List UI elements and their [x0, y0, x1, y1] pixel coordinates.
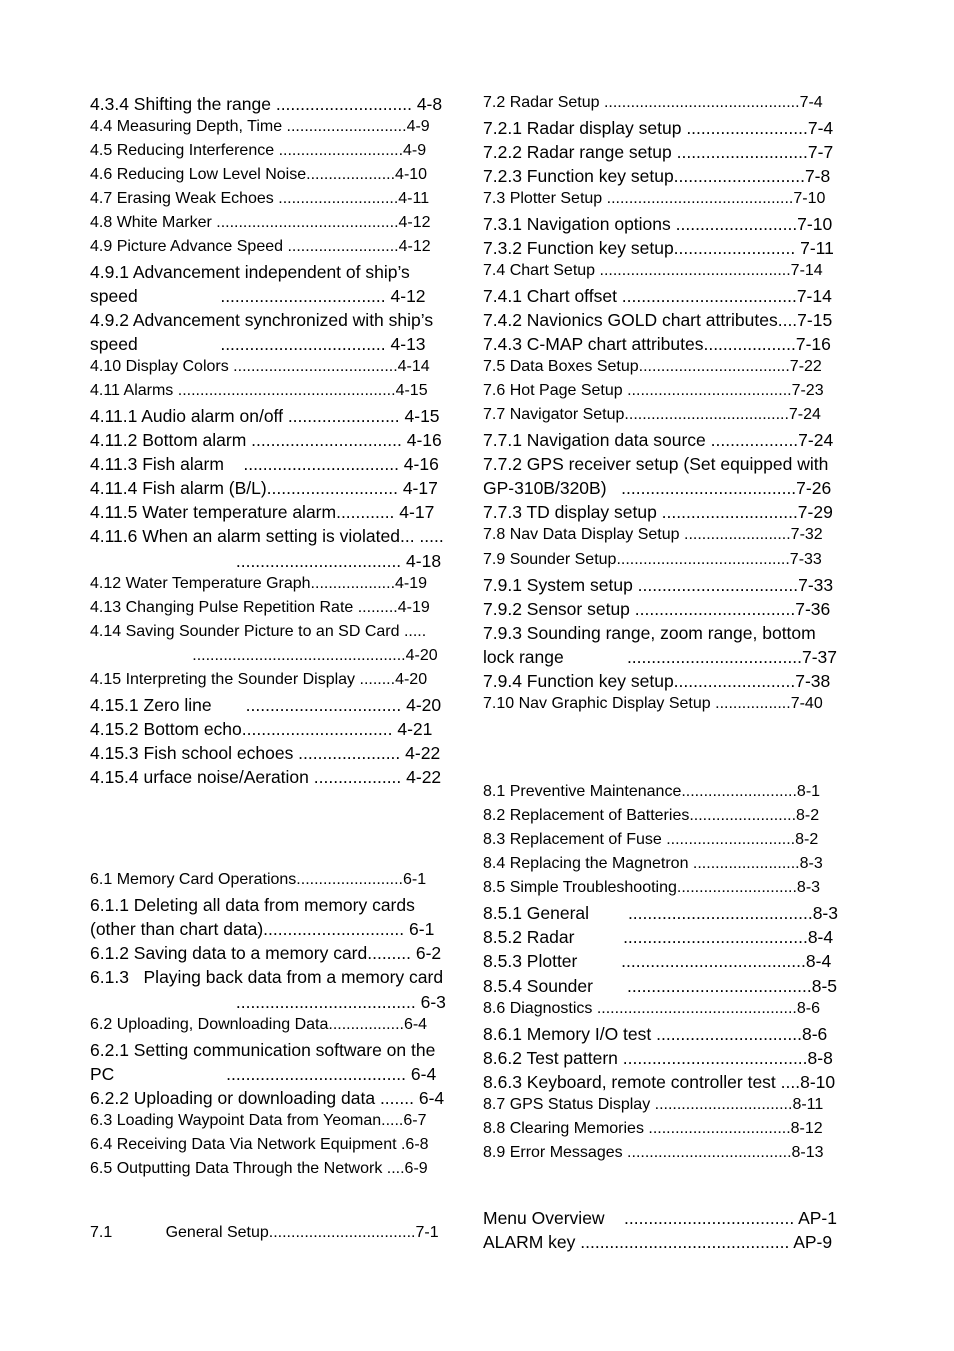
toc-entry: 4.15.4 urface noise/Aeration .................. 4-22 — [90, 767, 442, 787]
toc-entry: 4.7 Erasing Weak Echoes ...........................4-11 — [90, 190, 430, 207]
toc-entry: 8.5.2 Radar ......................................8-4 — [483, 927, 834, 947]
toc-entry: 7.10 Nav Graphic Display Setup .................7-40 — [483, 695, 823, 712]
toc-entry: 6.2.1 Setting communication software on the — [90, 1040, 436, 1060]
toc-entry: 4.11 Alarms .................................................4-15 — [90, 382, 428, 399]
toc-entry: (other than chart data)............................. 6-1 — [90, 919, 435, 939]
toc-entry: 8.4 Replacing the Magnetron ........................8-3 — [483, 855, 823, 872]
toc-entry: 7.9.1 System setup .................................7-33 — [483, 575, 834, 595]
toc-entry: 7.8 Nav Data Display Setup ........................7-32 — [483, 526, 823, 543]
toc-entry: 7.7.2 GPS receiver setup (Set equipped with — [483, 454, 829, 474]
toc-entry: 4.11.3 Fish alarm ................................ 4-16 — [90, 454, 439, 474]
toc-entry: 6.1.3 Playing back data from a memory card — [90, 967, 444, 987]
toc-entry: 4.10 Display Colors .....................................4-14 — [90, 358, 430, 375]
toc-entry: 8.6 Diagnostics .............................................8-6 — [483, 1000, 820, 1017]
toc-entry: 4.4 Measuring Depth, Time ...........................4-9 — [90, 118, 430, 135]
toc-entry: 7.3.1 Navigation options .........................7-10 — [483, 214, 833, 234]
toc-entry: 8.5.3 Plotter ......................................8-4 — [483, 951, 832, 971]
toc-entry: speed .................................. 4-13 — [90, 334, 426, 354]
toc-entry: 6.2.2 Uploading or downloading data ....... 6-4 — [90, 1088, 445, 1108]
toc-entry: 8.9 Error Messages .....................................8-13 — [483, 1144, 824, 1161]
toc-entry: ................................................4-20 — [90, 647, 438, 664]
toc-entry: ..................................... 6-3 — [90, 992, 446, 1012]
toc-entry: 4.8 White Marker .........................................4-12 — [90, 214, 431, 231]
toc-entry: 7.1 General Setup.................................7-1 — [90, 1224, 439, 1241]
toc-entry: 4.11.1 Audio alarm on/off ....................... 4-15 — [90, 406, 440, 426]
toc-entry: 7.4.2 Navionics GOLD chart attributes....7-15 — [483, 310, 833, 330]
toc-entry: 7.9 Sounder Setup.......................................7-33 — [483, 551, 822, 568]
toc-entry: 7.2.2 Radar range setup ...........................7-7 — [483, 142, 834, 162]
toc-entry: 4.5 Reducing Interference ............................4-9 — [90, 142, 427, 159]
toc-entry: 8.6.2 Test pattern ......................................8-8 — [483, 1048, 833, 1068]
toc-entry: 7.7 Navigator Setup.....................................7-24 — [483, 406, 821, 423]
toc-entry: 4.15.2 Bottom echo............................... 4-21 — [90, 719, 433, 739]
toc-entry: 6.2 Uploading, Downloading Data.................6-4 — [90, 1016, 428, 1033]
toc-entry: 4.12 Water Temperature Graph...................4-19 — [90, 575, 428, 592]
toc-entry: 7.2.1 Radar display setup .........................7-4 — [483, 118, 834, 138]
toc-entry: 7.7.1 Navigation data source ..................7-24 — [483, 430, 834, 450]
toc-entry: .................................. 4-18 — [90, 551, 442, 571]
toc-entry: 4.6 Reducing Low Level Noise....................4-10 — [90, 166, 428, 183]
toc-entry: 4.3.4 Shifting the range ............................ 4-8 — [90, 94, 443, 114]
toc-entry: 4.11.4 Fish alarm (B/L)........................... 4-17 — [90, 478, 438, 498]
toc-entry: Menu Overview ................................... AP-1 — [483, 1208, 837, 1228]
toc-entry: 7.6 Hot Page Setup .....................................7-23 — [483, 382, 824, 399]
toc-entry: 7.3 Plotter Setup ..........................................7-10 — [483, 190, 826, 207]
toc-entry: 8.5.1 General ......................................8-3 — [483, 903, 838, 923]
toc-entry: 4.9 Picture Advance Speed .........................4-12 — [90, 238, 431, 255]
toc-entry: 6.1 Memory Card Operations........................6-1 — [90, 871, 427, 888]
toc-entry: 4.11.5 Water temperature alarm............ 4-17 — [90, 502, 435, 522]
toc-entry: PC ..................................... 6-4 — [90, 1064, 437, 1084]
toc-entry: 6.5 Outputting Data Through the Network ....6-9 — [90, 1160, 428, 1177]
toc-entry: 8.6.3 Keyboard, remote controller test ....8-10 — [483, 1072, 836, 1092]
toc-entry: 7.9.3 Sounding range, zoom range, bottom — [483, 623, 816, 643]
toc-entry: 8.5 Simple Troubleshooting...........................8-3 — [483, 879, 821, 896]
toc-entry: 4.15.1 Zero line ................................ 4-20 — [90, 695, 442, 715]
toc-entry: 4.11.6 When an alarm setting is violated... ..... — [90, 526, 444, 546]
toc-entry: ALARM key ........................................... AP-9 — [483, 1232, 833, 1252]
toc-entry: 8.1 Preventive Maintenance..........................8-1 — [483, 783, 821, 800]
toc-entry: 8.6.1 Memory I/O test ..............................8-6 — [483, 1024, 828, 1044]
toc-entry: 7.3.2 Function key setup......................... 7-11 — [483, 238, 834, 258]
toc-entry: 8.5.4 Sounder ......................................8-5 — [483, 976, 838, 996]
toc-entry: 7.9.4 Function key setup.........................7-38 — [483, 671, 831, 691]
toc-entry: 7.2.3 Function key setup...........................7-8 — [483, 166, 831, 186]
toc-entry: 4.14 Saving Sounder Picture to an SD Card ..... — [90, 623, 427, 640]
toc-entry: 7.5 Data Boxes Setup..................................7-22 — [483, 358, 822, 375]
toc-entry: 6.1.1 Deleting all data from memory cards — [90, 895, 415, 915]
toc-entry: 7.4.3 C-MAP chart attributes...................7-16 — [483, 334, 831, 354]
toc-entry: 8.7 GPS Status Display ...............................8-11 — [483, 1096, 824, 1113]
toc-entry: 7.4.1 Chart offset ....................................7-14 — [483, 286, 832, 306]
toc-entry: 4.15.3 Fish school echoes ..................... 4-22 — [90, 743, 441, 763]
toc-entry: 6.4 Receiving Data Via Network Equipment .6-8 — [90, 1136, 429, 1153]
toc-entry: 7.2 Radar Setup ............................................7-4 — [483, 94, 823, 111]
toc-entry: 8.2 Replacement of Batteries........................8-2 — [483, 807, 820, 824]
toc-entry: 4.9.1 Advancement independent of ship’s — [90, 262, 410, 282]
toc-entry: 4.15 Interpreting the Sounder Display ........4-20 — [90, 671, 428, 688]
toc-entry: 8.3 Replacement of Fuse .............................8-2 — [483, 831, 819, 848]
toc-entry: 4.13 Changing Pulse Repetition Rate .........4-19 — [90, 599, 430, 616]
toc-entry: 7.4 Chart Setup ...........................................7-14 — [483, 262, 823, 279]
toc-entry: lock range ....................................7-37 — [483, 647, 838, 667]
toc-entry: 4.11.2 Bottom alarm ............................... 4-16 — [90, 430, 442, 450]
toc-entry: 6.1.2 Saving data to a memory card......... 6-2 — [90, 943, 442, 963]
toc-entry: 8.8 Clearing Memories ................................8-12 — [483, 1120, 823, 1137]
toc-entry: 7.9.2 Sensor setup .................................7-36 — [483, 599, 831, 619]
toc-entry: 6.3 Loading Waypoint Data from Yeoman.....6-7 — [90, 1112, 427, 1129]
toc-entry: 4.9.2 Advancement synchronized with ship’s — [90, 310, 434, 330]
toc-entry: speed .................................. 4-12 — [90, 286, 426, 306]
toc-entry: GP-310B/320B) ....................................7-26 — [483, 478, 832, 498]
toc-entry: 7.7.3 TD display setup ............................7-29 — [483, 502, 833, 522]
